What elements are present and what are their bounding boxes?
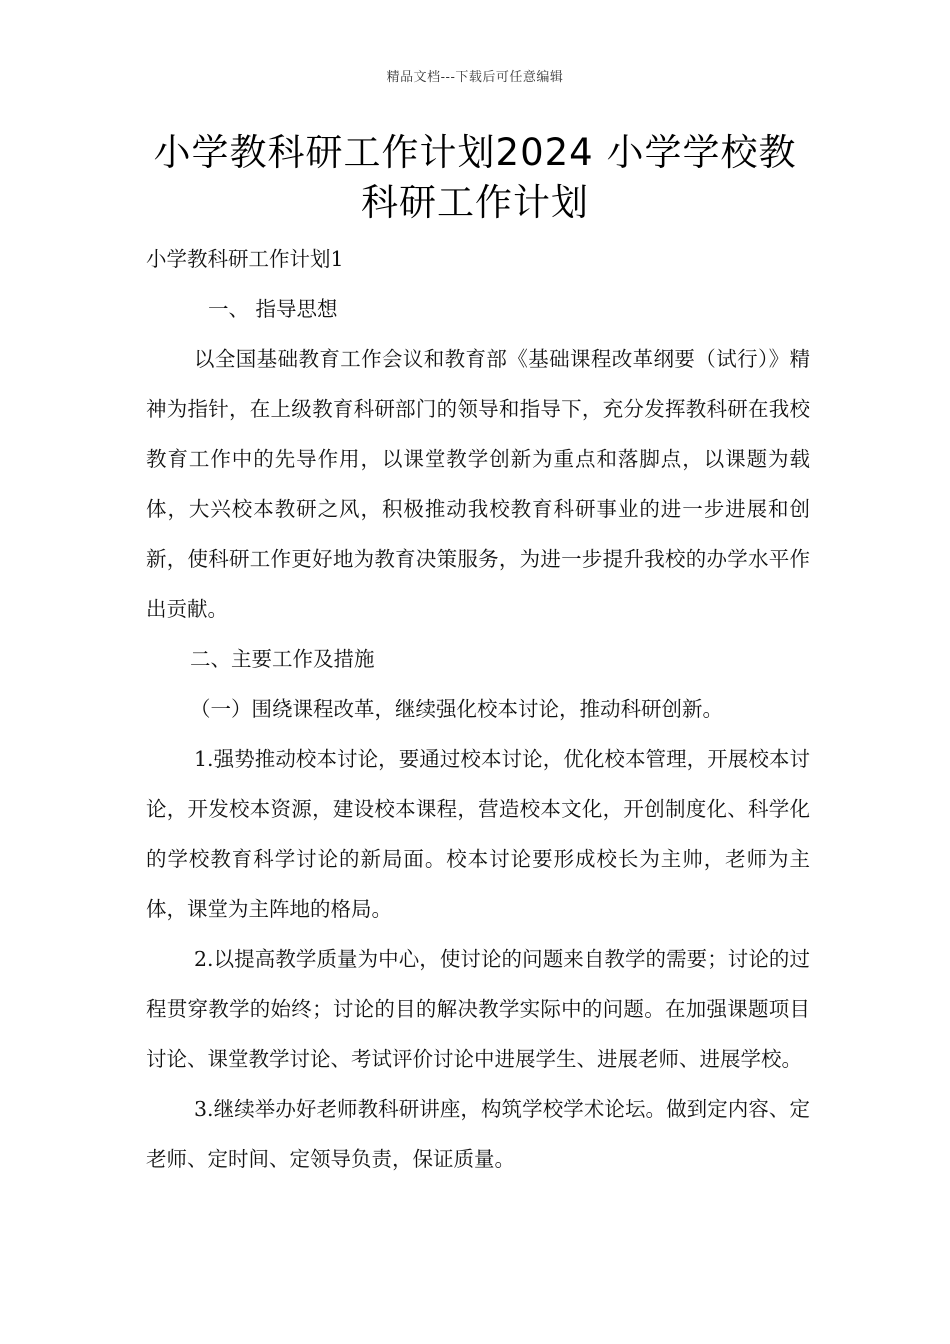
list-item-1: 1.强势推动校本讨论，要通过校本讨论，优化校本管理，开展校本讨论，开发校本资源，建设校本课程，营造校本文化，开创制度化、科学化的学校教育科学讨论的新局面。校本讨论要形成校长为主帅，老师为主体，课堂为主阵地的格局。 bbox=[146, 747, 810, 921]
section-heading-guiding-ideology: 一、 指导思想 bbox=[208, 297, 338, 321]
list-item-3: 3.继续举办好老师教科研讲座，构筑学校学术论坛。做到定内容、定老师、定时间、定领导负责，保证质量。 bbox=[146, 1097, 810, 1171]
paragraph-guiding-ideology: 以全国基础教育工作会议和教育部《基础课程改革纲要（试行）》精神为指针，在上级教育科研部门的领导和指导下，充分发挥教科研在我校教育工作中的先导作用，以课堂教学创新为重点和落脚点，以课题为载体，大兴校本教研之风，积极推动我校教育科研事业的进一步进展和创新，使科研工作更好地为教育决策服务，为进一步提升我校的办学水平作出贡献。 bbox=[146, 347, 810, 621]
subsection-heading-curriculum-reform: （一）围绕课程改革，继续强化校本讨论，推动科研创新。 bbox=[190, 697, 723, 721]
document-title: 小学教科研工作计划2024 小学学校教科研工作计划 bbox=[153, 131, 797, 224]
page-header: 精品文档---下载后可任意编辑 bbox=[386, 70, 564, 85]
document-subtitle: 小学教科研工作计划1 bbox=[146, 247, 344, 271]
list-item-2: 2.以提高教学质量为中心，使讨论的问题来自教学的需要；讨论的过程贯穿教学的始终；讨论的目的解决教学实际中的问题。在加强课题项目讨论、课堂教学讨论、考试评价讨论中进展学生、进展老师、进展学校。 bbox=[146, 947, 810, 1071]
document-body bbox=[146, 234, 810, 1184]
section-heading-main-work: 二、主要工作及措施 bbox=[190, 647, 375, 671]
